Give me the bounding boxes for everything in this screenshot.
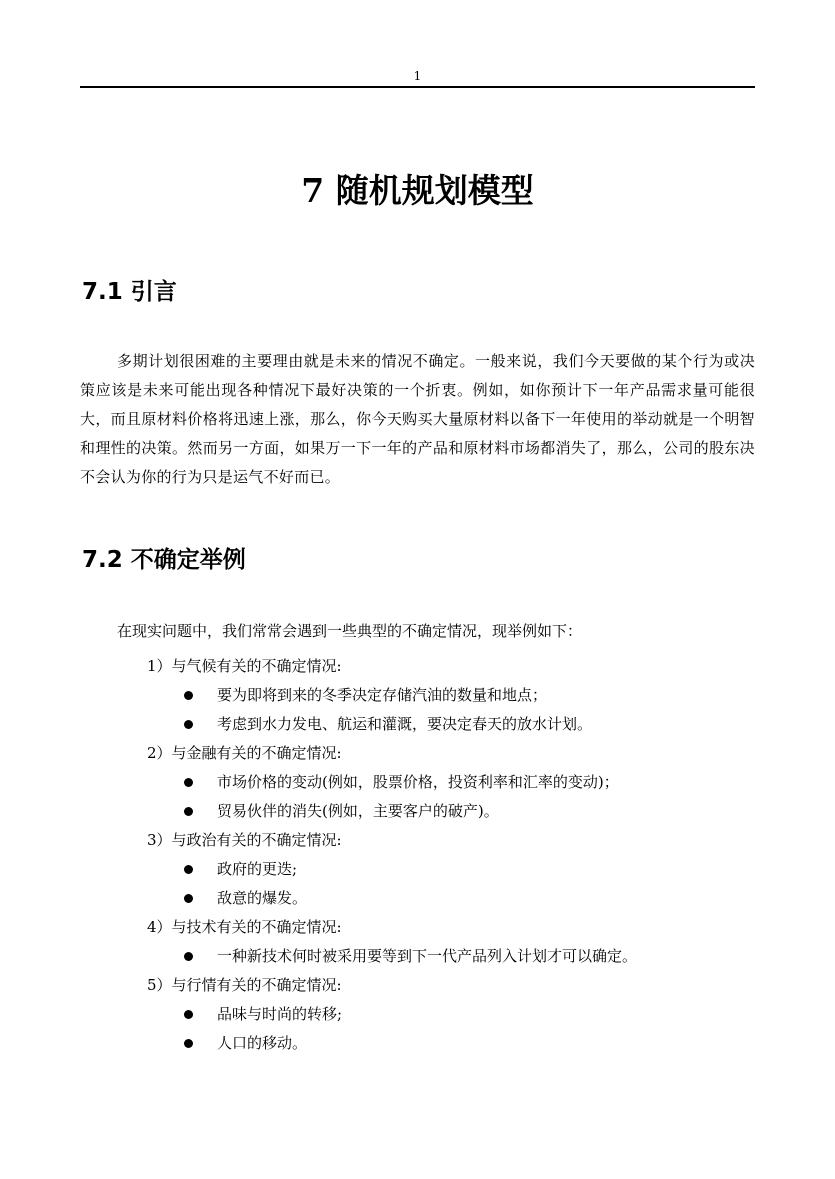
bullet-icon: [184, 691, 193, 700]
category-climate: 1）与气候有关的不确定情况:: [147, 657, 342, 675]
category-technology: 4）与技术有关的不确定情况:: [147, 918, 342, 936]
bullet-icon: [184, 720, 193, 729]
list-item: [80, 1000, 755, 1029]
bullet-icon: [184, 865, 193, 874]
uncertainty-list: [80, 652, 755, 1058]
examples-intro: 在现实问题中，我们常常会遇到一些典型的不确定情况，现举例如下：: [117, 622, 583, 640]
list-item-text: 政府的更迭;: [217, 860, 298, 878]
bullet-icon: [184, 778, 193, 787]
list-item: [80, 768, 755, 797]
bullet-icon: [184, 1039, 193, 1048]
bullet-icon: [184, 1010, 193, 1019]
header-rule: [80, 86, 755, 88]
list-item: [80, 884, 755, 913]
list-item: [80, 681, 755, 710]
category-market-trends: 5）与行情有关的不确定情况:: [147, 976, 342, 994]
list-item-text: 品味与时尚的转移;: [217, 1005, 343, 1023]
list-item-text: 考虑到水力发电、航运和灌溉，要决定春天的放水计划。: [217, 715, 593, 733]
list-item-text: 敌意的爆发。: [217, 889, 308, 907]
list-item-text: 贸易伙伴的消失(例如，主要客户的破产)。: [217, 802, 499, 820]
section-heading-introduction: 7.1 引言: [82, 279, 177, 305]
list-item: [80, 855, 755, 884]
bullet-icon: [184, 952, 193, 961]
list-item: [80, 710, 755, 739]
list-item-text: 要为即将到来的冬季决定存储汽油的数量和地点；: [217, 686, 548, 704]
category-politics: 3）与政治有关的不确定情况:: [147, 831, 342, 849]
list-item: [80, 797, 755, 826]
page-number: 1: [413, 69, 422, 83]
list-item-text: 市场价格的变动(例如，股票价格，投资利率和汇率的变动)；: [217, 773, 619, 791]
introduction-paragraph: 多期计划很困难的主要理由就是未来的情况不确定。一般来说，我们今天要做的某个行为或决策应该是未来可能出现各种情况下最好决策的一个折衷。例如，如你预计下一年产品需求量可能很大，而且原材料价格将迅速上涨，那么，你今天购买大量原材料以备下一年使用的举动就是一个明智和理性的决策。然而另一方面，如果万一下一年的产品和原材料市场都消失了，那么，公司的股东决不会认为你的行为只是运气不好而已。: [80, 352, 755, 486]
category-finance: 2）与金融有关的不确定情况:: [147, 744, 342, 762]
list-item-text: 一种新技术何时被采用要等到下一代产品列入计划才可以确定。: [217, 947, 638, 965]
list-item: [80, 1029, 755, 1058]
section-heading-uncertainty-examples: 7.2 不确定举例: [82, 547, 246, 573]
bullet-icon: [184, 807, 193, 816]
list-item: [80, 942, 755, 971]
chapter-title: 7 随机规划模型: [301, 171, 534, 210]
list-item-text: 人口的移动。: [217, 1034, 308, 1052]
bullet-icon: [184, 894, 193, 903]
